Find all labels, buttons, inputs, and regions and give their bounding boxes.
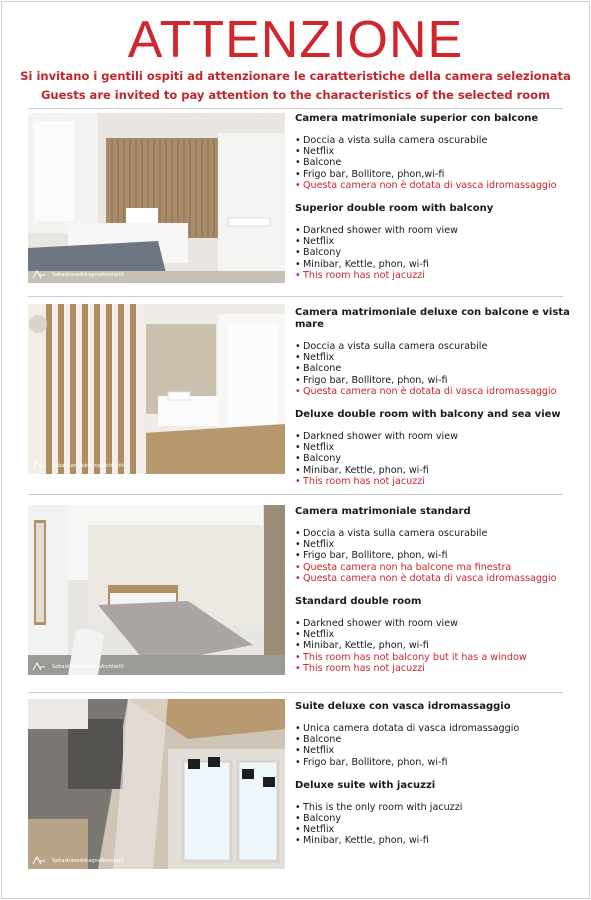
list-item: • Doccia a vista sulla camera oscurabile [295,528,488,539]
list-item: • Doccia a vista sulla camera oscurabile [295,135,488,146]
feature-list-en [295,618,585,674]
photo-watermark: SebastianoAdragnaArchitetti [52,463,124,469]
list-item: • Balcone [295,363,342,375]
page-title: ATTENZIONE [127,11,464,69]
list-item: • Netflix [295,352,335,364]
feature-list-it [295,135,585,191]
room-info-deluxe [295,307,585,499]
photo-watermark: SebastianoAdragnaArchitetti [52,664,124,670]
list-item: • Frigo bar, Bollitore, phon, wi-fi [295,374,448,386]
list-item: • This is the only room with jacuzzi [295,801,463,813]
list-item: • Balcony [295,813,342,825]
room-info-suite [295,701,585,859]
list-item: • Balcone [295,734,342,746]
list-item: • Netflix [295,146,335,158]
list-item: • Darkned shower with room view [295,431,458,443]
warning-item: • This room has not balcony but it has a window [295,651,527,663]
room-info-superior [295,113,585,293]
room-title-en: Deluxe double room with balcony and sea view [295,409,561,421]
feature-list-it [295,723,585,768]
architect-logo-icon [32,270,46,279]
list-item: • Netflix [295,539,335,551]
list-item: • Netflix [295,824,335,836]
list-item: • Balcony [295,247,342,259]
list-item: • Balcone [295,157,342,169]
architect-logo-icon [32,856,46,865]
list-item: • Minibar, Kettle, phon, wi-fi [295,835,429,847]
list-item: • Netflix [295,442,335,454]
architect-logo-icon [32,461,46,470]
room-photo-deluxe [28,304,285,474]
list-item: • Minibar, Kettle, phon, wi-fi [295,640,429,652]
room-title-it: Camera matrimoniale superior con balcone [295,113,539,124]
list-item: • Frigo bar, Bollitore, phon, wi-fi [295,756,448,768]
list-item: • Frigo bar, Bollitore, phon,wi-fi [295,168,445,180]
room-info-standard [295,506,585,686]
list-item: • Frigo bar, Bollitore, phon, wi-fi [295,550,448,562]
list-item: • Minibar, Kettle, phon, wi-fi [295,258,429,270]
warning-item: • Questa camera non ha balcone ma finestra [295,561,512,573]
warning-item: • This room has not jacuzzi [295,269,425,281]
divider [28,692,563,693]
feature-list-en [295,225,585,281]
room-photo-superior [28,113,285,283]
architect-logo-icon [32,662,46,671]
photo-watermark: SebastianoAdragnaArchitetti [52,858,124,864]
divider [28,494,563,495]
room-title-en: Superior double room with balcony [295,203,494,215]
list-item: • Unica camera dotata di vasca idromassaggio [295,723,520,734]
warning-item: • This room has not jacuzzi [295,475,425,487]
feature-list-en [295,802,585,847]
photo-watermark: SebastianoAdragnaArchitetti [52,272,124,278]
divider [28,108,563,109]
list-item: • Minibar, Kettle, phon, wi-fi [295,464,429,476]
list-item: • Doccia a vista sulla camera oscurabile [295,341,488,352]
room-title-it: Camera matrimoniale standard [295,506,471,517]
list-item: • Balcony [295,453,342,465]
warning-item: • Questa camera non è dotata di vasca idromassaggio [295,385,557,397]
divider [28,296,563,297]
room-title-en: Deluxe suite with jacuzzi [295,779,436,791]
room-title-en: Standard double room [295,596,422,608]
subtitle-italian: Si invitano i gentili ospiti ad attenzionare le caratteristiche della camera selezionata [20,69,571,83]
list-item: • Darkned shower with room view [295,618,458,630]
warning-item: • This room has not jacuzzi [295,662,425,674]
feature-list-it [295,341,585,397]
room-photo-standard [28,505,285,675]
list-item: • Netflix [295,745,335,757]
feature-list-it [295,528,585,584]
warning-item: • Questa camera non è dotata di vasca idromassaggio [295,179,557,191]
room-title-it: Suite deluxe con vasca idromassaggio [295,701,511,712]
room-photo-suite [28,699,285,869]
list-item: • Netflix [295,629,335,641]
warning-item: • Questa camera non è dotata di vasca idromassaggio [295,572,557,584]
feature-list-en [295,431,585,487]
subtitle-english: Guests are invited to pay attention to the characteristics of the selected room [40,88,551,102]
list-item: • Darkned shower with room view [295,225,458,237]
list-item: • Netflix [295,236,335,248]
room-title-it: Camera matrimoniale deluxe con balcone e vista mare [295,307,570,330]
